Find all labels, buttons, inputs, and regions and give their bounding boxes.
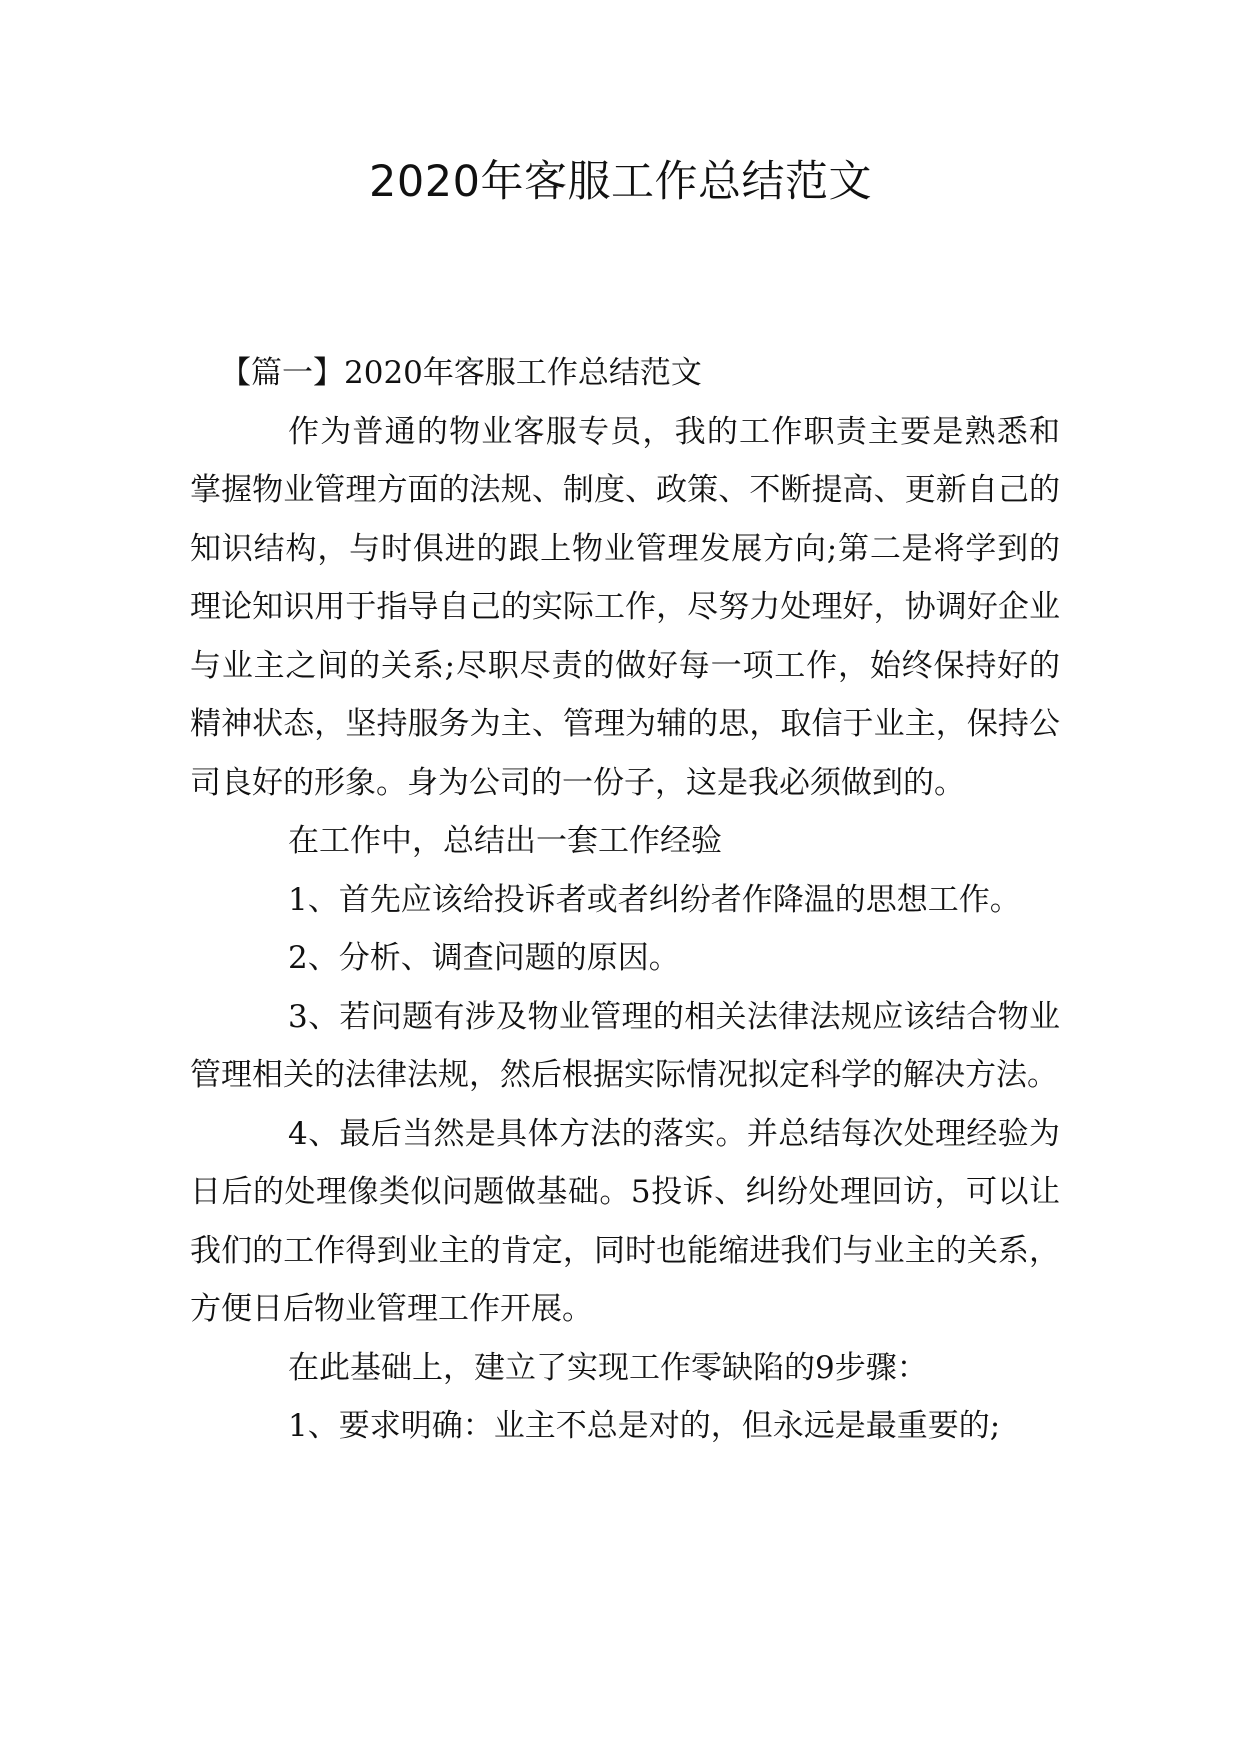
paragraph-experience-intro: 在工作中，总结出一套工作经验 — [288, 823, 722, 859]
paragraph-step-2: 2、分析、调查问题的原因。 — [288, 940, 680, 976]
paragraph-requirement: 1、要求明确：业主不总是对的，但永远是最重要的; — [288, 1408, 1001, 1444]
paragraph-duties: 作为普通的物业客服专员，我的工作职责主要是熟悉和掌握物业管理方面的法规、制度、政策、不断提高、更新自己的知识结构，与时俱进的跟上物业管理发展方向;第二是将学到的理论知识用于指导自己的实际工作，尽努力处理好，协调好企业与业主之间的关系;尽职尽责的做好每一项工作，始终保持好的精神状态，坚持服务为主、管理为辅的思，取信于业主，保持公司良好的形象。身为公司的一份子，这是我必须做到的。 — [190, 413, 1060, 801]
paragraph-step-1: 1、首先应该给投诉者或者纠纷者作降温的思想工作。 — [288, 881, 1021, 918]
document-body — [190, 344, 1060, 1456]
document-title: 2020年客服工作总结范文 — [369, 157, 872, 207]
paragraph-nine-steps-intro: 在此基础上，建立了实现工作零缺陷的9步骤： — [288, 1349, 928, 1386]
section-heading: 【篇一】2020年客服工作总结范文 — [220, 355, 702, 391]
paragraph-step-4: 4、最后当然是具体方法的落实。并总结每次处理经验为日后的处理像类似问题做基础。5投诉、纠纷处理回访，可以让我们的工作得到业主的肯定，同时也能缩进我们与业主的关系，方便日后物业管理工作开展。 — [190, 1115, 1060, 1327]
paragraph-step-3: 3、若问题有涉及物业管理的相关法律法规应该结合物业管理相关的法律法规，然后根据实际情况拟定科学的解决方法。 — [190, 998, 1060, 1093]
